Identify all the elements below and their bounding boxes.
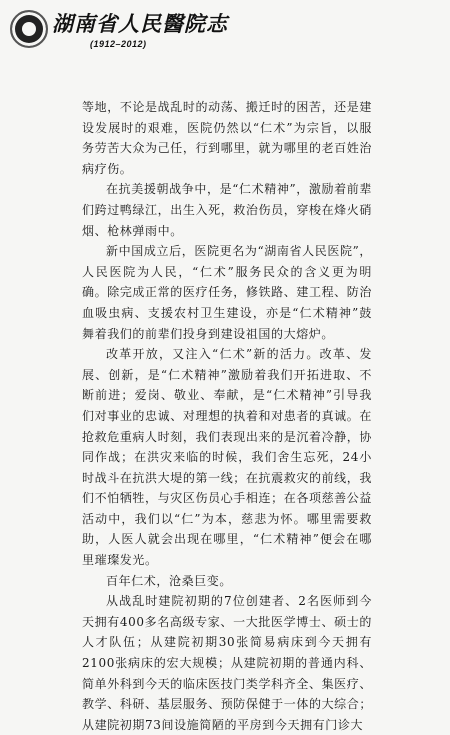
paragraph: 改革开放，又注入“仁术”新的活力。改革、发展、创新，是“仁术精神”激励着我们开拓进取、不断前进；爱岗、敬业、奉献，是“仁术精神”引导我们对事业的忠诚、对理想的执着和对患者的真诚。在抢救危重病人时刻，我们表现出来的是沉着冷静，协同作战；在洪灾来临的时候，我们舍生忘死，24小时战斗在抗洪大堤的第一线；在抗震救灾的前线，我们不怕牺牲，与灾区伤员心手相连；在各项慈善公益活动中，我们以“仁”为本，慈悲为怀。哪里需要救助，人医人就会出现在哪里，“仁术精神”便会在哪里璀璨发光。 [82,347,372,568]
seal-center [22,22,36,36]
book-years: (1912–2012) [90,39,147,49]
paragraph: 在抗美援朝战争中，是“仁术精神”，激励着前辈们跨过鸭绿江，出生入死，救治伤员，穿梭在烽火硝烟、枪林弹雨中。 [82,182,372,238]
paragraph: 新中国成立后，医院更名为“湖南省人民医院”，人民医院为人民，“仁术”服务民众的含义更为明确。除完成正常的医疗任务，修铁路、建工程、防治血吸虫病、支援农村卫生建设，亦是“仁术精神”鼓舞着我们的前辈们投身到建设祖国的大熔炉。 [82,244,372,341]
page-header [10,6,228,56]
paragraph: 从战乱时建院初期的7位创建者、2名医师到今天拥有400多名高级专家、一大批医学博士、硕士的人才队伍；从建院初期30张简易病床到今天拥有2100张病床的宏大规模；从建院初期的普通内科、简单外科到今天的临床医技门类学科齐全、集医疗、教学、科研、基层服务、预防保健于一体的大综合；从建院初期73间设施简陋的平房到今天拥有门诊大 [82,594,372,732]
paragraph: 等地，不论是战乱时的动荡、搬迁时的困苦，还是建设发展时的艰难，医院仍然以“仁术”为宗旨，以服务劳苦大众为己任，行到哪里，就为哪里的老百姓治病疗伤。 [82,100,372,176]
book-title: 湖南省人民醫院志 [52,11,228,36]
hospital-seal-logo [10,10,48,48]
page-body [82,97,372,735]
paragraph: 百年仁术，沧桑巨变。 [106,573,233,588]
